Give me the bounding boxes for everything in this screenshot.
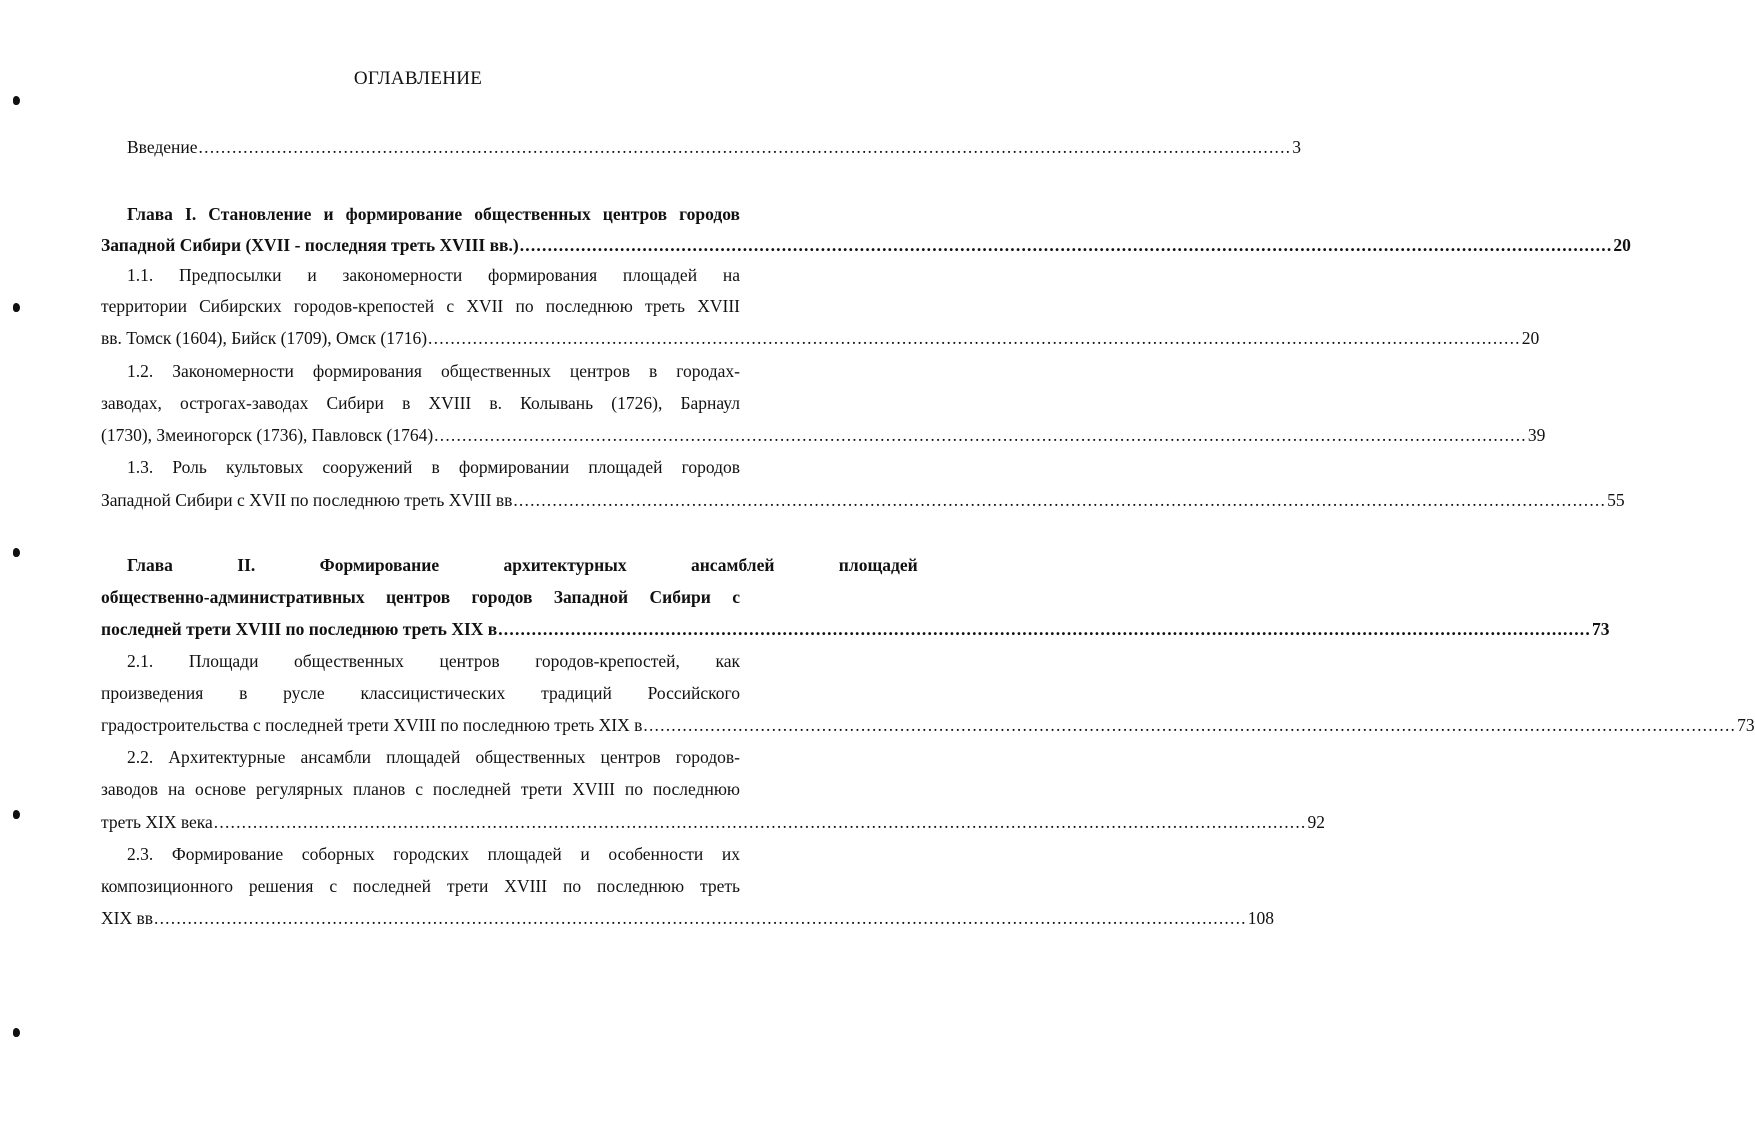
section-2-1-line-3[interactable]: [101, 714, 1755, 736]
toc-page-number: 73: [1737, 715, 1755, 735]
toc-entry-label: Западной Сибири (XVII - последняя треть XVIII вв.): [101, 235, 519, 255]
chapter-2-heading-line-3[interactable]: [101, 618, 1610, 640]
section-2-1-line-1[interactable]: 2.1. Площади общественных центров городов-крепостей, как: [127, 651, 740, 671]
leader-dots: [434, 424, 1527, 446]
section-2-2-line-2[interactable]: заводов на основе регулярных планов с последней трети XVIII по последнюю: [101, 779, 740, 799]
section-1-2-line-1[interactable]: 1.2. Закономерности формирования общественных центров в городах-: [127, 361, 740, 381]
section-1-1-line-2[interactable]: территории Сибирских городов-крепостей с XVII по последнюю треть XVIII: [101, 296, 740, 316]
binder-mark-icon: [13, 810, 20, 819]
toc-entry-label: (1730), Змеиногорск (1736), Павловск (1764): [101, 425, 434, 445]
toc-entry-label: вв. Томск (1604), Бийск (1709), Омск (1716): [101, 328, 428, 348]
section-2-3-line-1[interactable]: 2.3. Формирование соборных городских площадей и особенности их: [127, 844, 740, 864]
toc-page-number: 3: [1292, 137, 1301, 157]
binder-mark-icon: [13, 96, 20, 105]
section-2-2-line-3[interactable]: [101, 811, 1325, 833]
section-1-3-line-1[interactable]: 1.3. Роль культовых сооружений в формировании площадей городов: [127, 457, 740, 477]
chapter-1-heading-line-2[interactable]: [101, 234, 1631, 256]
toc-entry-label: треть XIX века: [101, 812, 213, 832]
chapter-1-heading-line-1[interactable]: Глава I. Становление и формирование общественных центров городов: [127, 204, 740, 224]
toc-entry-intro[interactable]: [127, 136, 1301, 158]
chapter-2-heading-line-1[interactable]: Глава II. Формирование архитектурных ансамблей площадей: [127, 555, 918, 575]
leader-dots: [154, 907, 1247, 929]
page-title: ОГЛАВЛЕНИЕ: [353, 68, 483, 89]
binder-mark-icon: [13, 303, 20, 312]
leader-dots: [513, 489, 1606, 511]
toc-page-number: 92: [1307, 812, 1325, 832]
section-1-1-line-1[interactable]: 1.1. Предпосылки и закономерности формирования площадей на: [127, 265, 740, 285]
toc-page-number: 20: [1613, 235, 1631, 255]
leader-dots: [214, 811, 1307, 833]
toc-page-number: 73: [1591, 619, 1610, 639]
section-1-1-line-3[interactable]: [101, 327, 1540, 349]
toc-entry-label: градостроительства с последней трети XVIII по последнюю треть XIX в: [101, 715, 643, 735]
leader-dots: [498, 618, 1591, 640]
section-2-1-line-2[interactable]: произведения в русле классицистических традиций Российского: [101, 683, 740, 703]
section-1-2-line-2[interactable]: заводах, острогах-заводах Сибири в XVIII в. Колывань (1726), Барнаул: [101, 393, 740, 413]
binder-mark-icon: [13, 548, 20, 557]
section-1-3-line-2[interactable]: [101, 489, 1625, 511]
leader-dots: [428, 327, 1521, 349]
leader-dots: [643, 714, 1736, 736]
toc-page-number: 108: [1247, 908, 1274, 928]
toc-entry-label: XIX вв: [101, 908, 154, 928]
section-2-3-line-3[interactable]: [101, 907, 1274, 929]
chapter-2-heading-line-2[interactable]: общественно-административных центров городов Западной Сибири с: [101, 587, 740, 607]
leader-dots: [199, 136, 1292, 158]
toc-entry-label: Введение: [127, 137, 198, 157]
toc-entry-label: Западной Сибири с XVII по последнюю треть XVIII вв: [101, 490, 513, 510]
leader-dots: [520, 234, 1613, 256]
toc-page-number: 39: [1527, 425, 1546, 445]
section-2-2-line-1[interactable]: 2.2. Архитектурные ансамбли площадей общественных центров городов-: [127, 747, 740, 767]
section-1-2-line-3[interactable]: [101, 424, 1546, 446]
section-2-3-line-2[interactable]: композиционного решения с последней трети XVIII по последнюю треть: [101, 876, 740, 896]
binder-mark-icon: [13, 1028, 20, 1037]
toc-page-number: 55: [1607, 490, 1625, 510]
toc-entry-label: последней трети XVIII по последнюю треть XIX в: [101, 619, 498, 639]
toc-page-number: 20: [1521, 328, 1540, 348]
